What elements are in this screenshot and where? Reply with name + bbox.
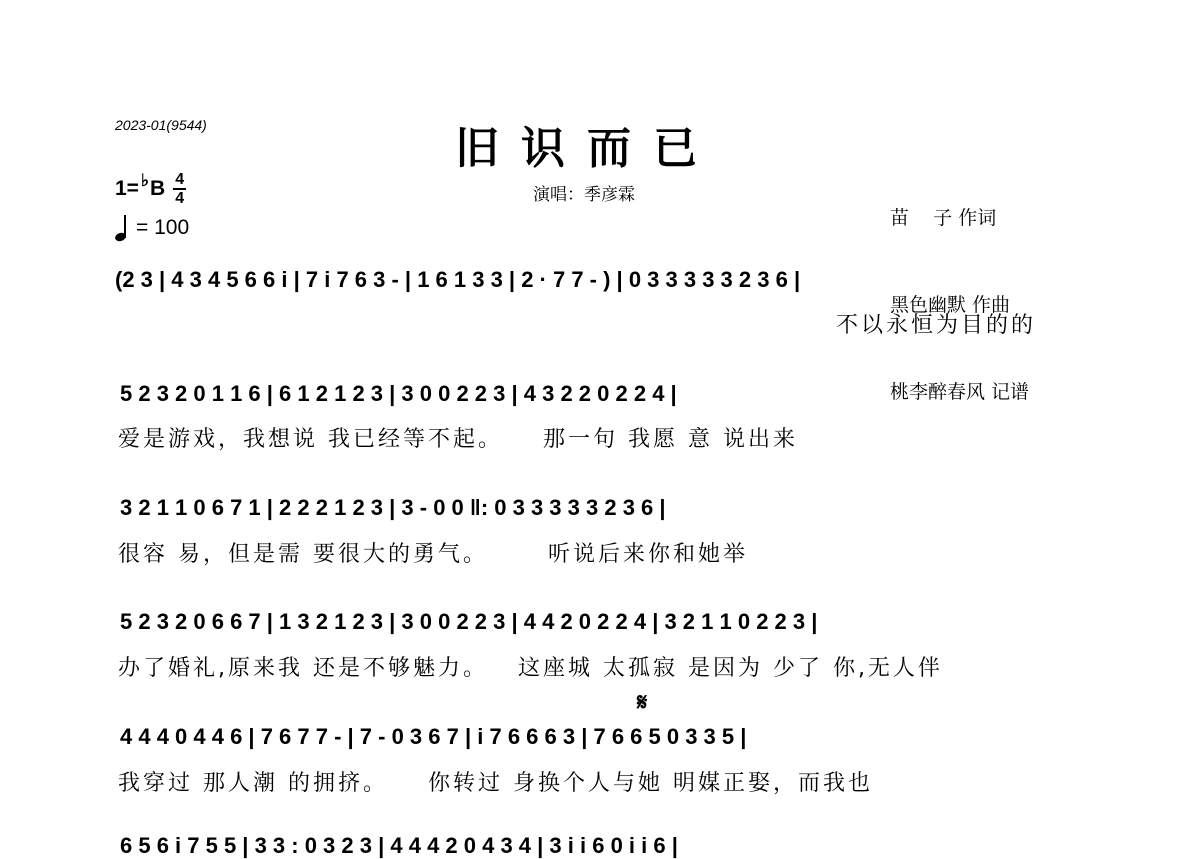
notation-row-3: 3 2 1 1 0 6 7 1 | 2 2 2 1 2 3 | 3 - 0 0 ‖: 0 3 3 3 3 3 2 3 6 | — [120, 495, 666, 520]
tempo-value: = 100 — [136, 216, 190, 239]
transcriber-credit: 桃李醉春风 记谱 — [890, 381, 1030, 403]
notation-row-5: 4 4 4 0 4 4 6 | 7 6 7 7 - | 7 - 0 3 6 7 | i 7 6 6 6 3 | 7 6 6 5 0 3 3 5 | — [120, 724, 747, 749]
notation-row-2: 5 2 3 2 0 1 1 6 | 6 1 2 1 2 3 | 3 0 0 2 2 3 | 4 3 2 2 0 2 2 4 | — [120, 381, 677, 406]
time-signature — [173, 172, 186, 206]
key-prefix: 1= — [115, 177, 139, 200]
tempo-mark — [115, 215, 189, 241]
notation-row-1: (2 3 | 4 3 4 5 6 6 i | 7 i 7 6 3 - | 1 6 1 3 3 | 2 · 7 7 - ) | 0 3 3 3 3 3 2 3 6 | — [115, 267, 801, 292]
notation-row-6: 6 5 6 i 7 5 5 | 3 3 : 0 3 2 3 | 4 4 4 2 0 4 3 4 | 3 i i 6 0 i i 6 | — [120, 833, 678, 858]
time-top: 4 — [175, 171, 185, 188]
lyrics-row-2: 爱是游戏，我想说 我已经等不起。 那一句 我愿 意 说出来 — [118, 427, 798, 452]
lyrics-row-5: 我穿过 那人潮 的拥挤。 你转过 身换个人与她 明媒正娶，而我也 — [118, 771, 873, 796]
lyrics-row-1: 不以永恒为目的的 — [836, 313, 1037, 338]
flat-symbol: ♭ — [140, 171, 149, 190]
lyricist-credit: 苗 子 作词 — [890, 207, 997, 229]
lyrics-row-3: 很容 易，但是需 要很大的勇气。 听说后来你和她举 — [118, 542, 748, 567]
quarter-note-icon — [115, 215, 131, 241]
singer-label: 演唱：季彦霖 — [533, 185, 635, 205]
notation-row-4: 5 2 3 2 0 6 6 7 | 1 3 2 1 2 3 | 3 0 0 2 2 3 | 4 4 2 0 2 2 4 | 3 2 1 1 0 2 2 3 | — [120, 609, 818, 634]
key-note: B — [149, 177, 166, 200]
segno-symbol: 𝄋 — [637, 688, 648, 716]
score-code: 2023-01(9544) — [115, 117, 207, 133]
song-title: 旧识而已 — [455, 123, 719, 174]
time-bottom: 4 — [175, 190, 185, 207]
credits — [890, 146, 1029, 436]
composer-credit: 黑色幽默 作曲 — [890, 294, 1011, 316]
key-signature — [115, 172, 186, 206]
lyrics-row-4: 办了婚礼,原来我 还是不够魅力。 这座城 太孤寂 是因为 少了 你,无人伴 — [118, 656, 943, 681]
